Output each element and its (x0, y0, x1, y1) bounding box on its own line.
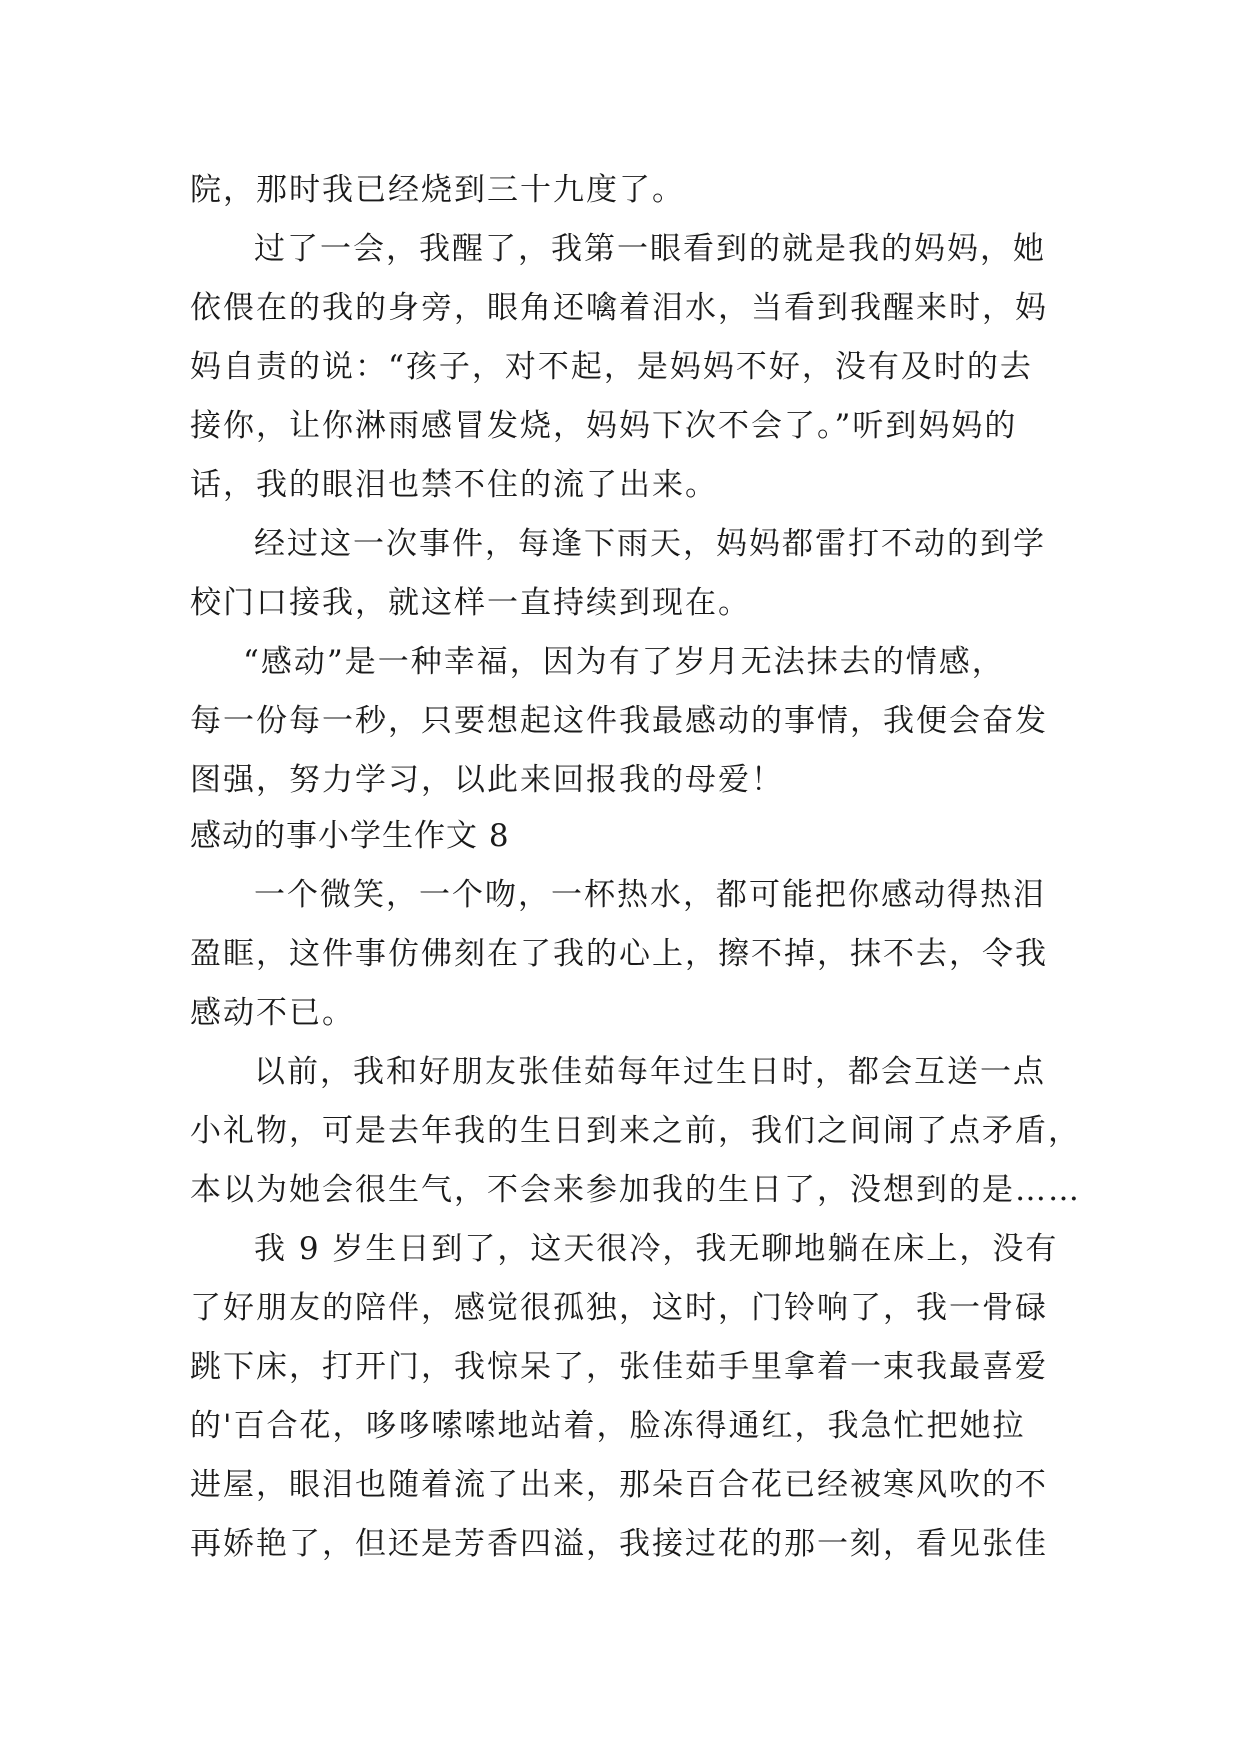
text-line: 盈眶，这件事仿佛刻在了我的心上，擦不掉，抹不去，令我 (190, 936, 1048, 972)
text-line: 院，那时我已经烧到三十九度了。 (190, 172, 685, 208)
text-line: 校门口接我，就这样一直持续到现在。 (190, 585, 751, 621)
text-line: 小礼物，可是去年我的生日到来之前，我们之间闹了点矛盾， (190, 1113, 1081, 1149)
text-line: 我 9 岁生日到了，这天很冷，我无聊地躺在床上，没有 (254, 1231, 1059, 1267)
text-line: 以前，我和好朋友张佳茹每年过生日时，都会互送一点 (254, 1054, 1046, 1090)
text-line: “感动”是一种幸福，因为有了岁月无法抹去的情感， (243, 644, 1005, 680)
text-line: 进屋，眼泪也随着流了出来，那朵百合花已经被寒风吹的不 (190, 1467, 1048, 1503)
text-line: 妈自责的说：“孩子，对不起，是妈妈不好，没有及时的去 (190, 349, 1033, 385)
text-line: 再娇艳了，但还是芳香四溢，我接过花的那一刻，看见张佳 (190, 1526, 1048, 1562)
text-line: 感动不已。 (190, 995, 355, 1031)
text-line: 图强，努力学习，以此来回报我的母爱！ (190, 762, 784, 798)
text-line: 过了一会，我醒了，我第一眼看到的就是我的妈妈，她 (254, 231, 1046, 267)
text-line: 接你，让你淋雨感冒发烧，妈妈下次不会了。”听到妈妈的 (190, 408, 1018, 444)
text-line: 每一份每一秒，只要想起这件我最感动的事情，我便会奋发 (190, 703, 1048, 739)
text-line: 一个微笑，一个吻，一杯热水，都可能把你感动得热泪 (254, 877, 1046, 913)
text-line: 依偎在的我的身旁，眼角还噙着泪水，当看到我醒来时，妈 (190, 290, 1048, 326)
text-line: 经过这一次事件，每逢下雨天，妈妈都雷打不动的到学 (254, 526, 1046, 562)
section-heading: 感动的事小学生作文 8 (190, 818, 510, 854)
text-line: 跳下床，打开门，我惊呆了，张佳茹手里拿着一束我最喜爱 (190, 1349, 1048, 1385)
text-line: 话，我的眼泪也禁不住的流了出来。 (190, 467, 718, 503)
text-line: 本以为她会很生气，不会来参加我的生日了，没想到的是…… (190, 1172, 1081, 1208)
text-line: 的'百合花，哆哆嗦嗦地站着，脸冻得通红，我急忙把她拉 (190, 1408, 1026, 1444)
text-line: 了好朋友的陪伴，感觉很孤独，这时，门铃响了，我一骨碌 (190, 1290, 1048, 1326)
